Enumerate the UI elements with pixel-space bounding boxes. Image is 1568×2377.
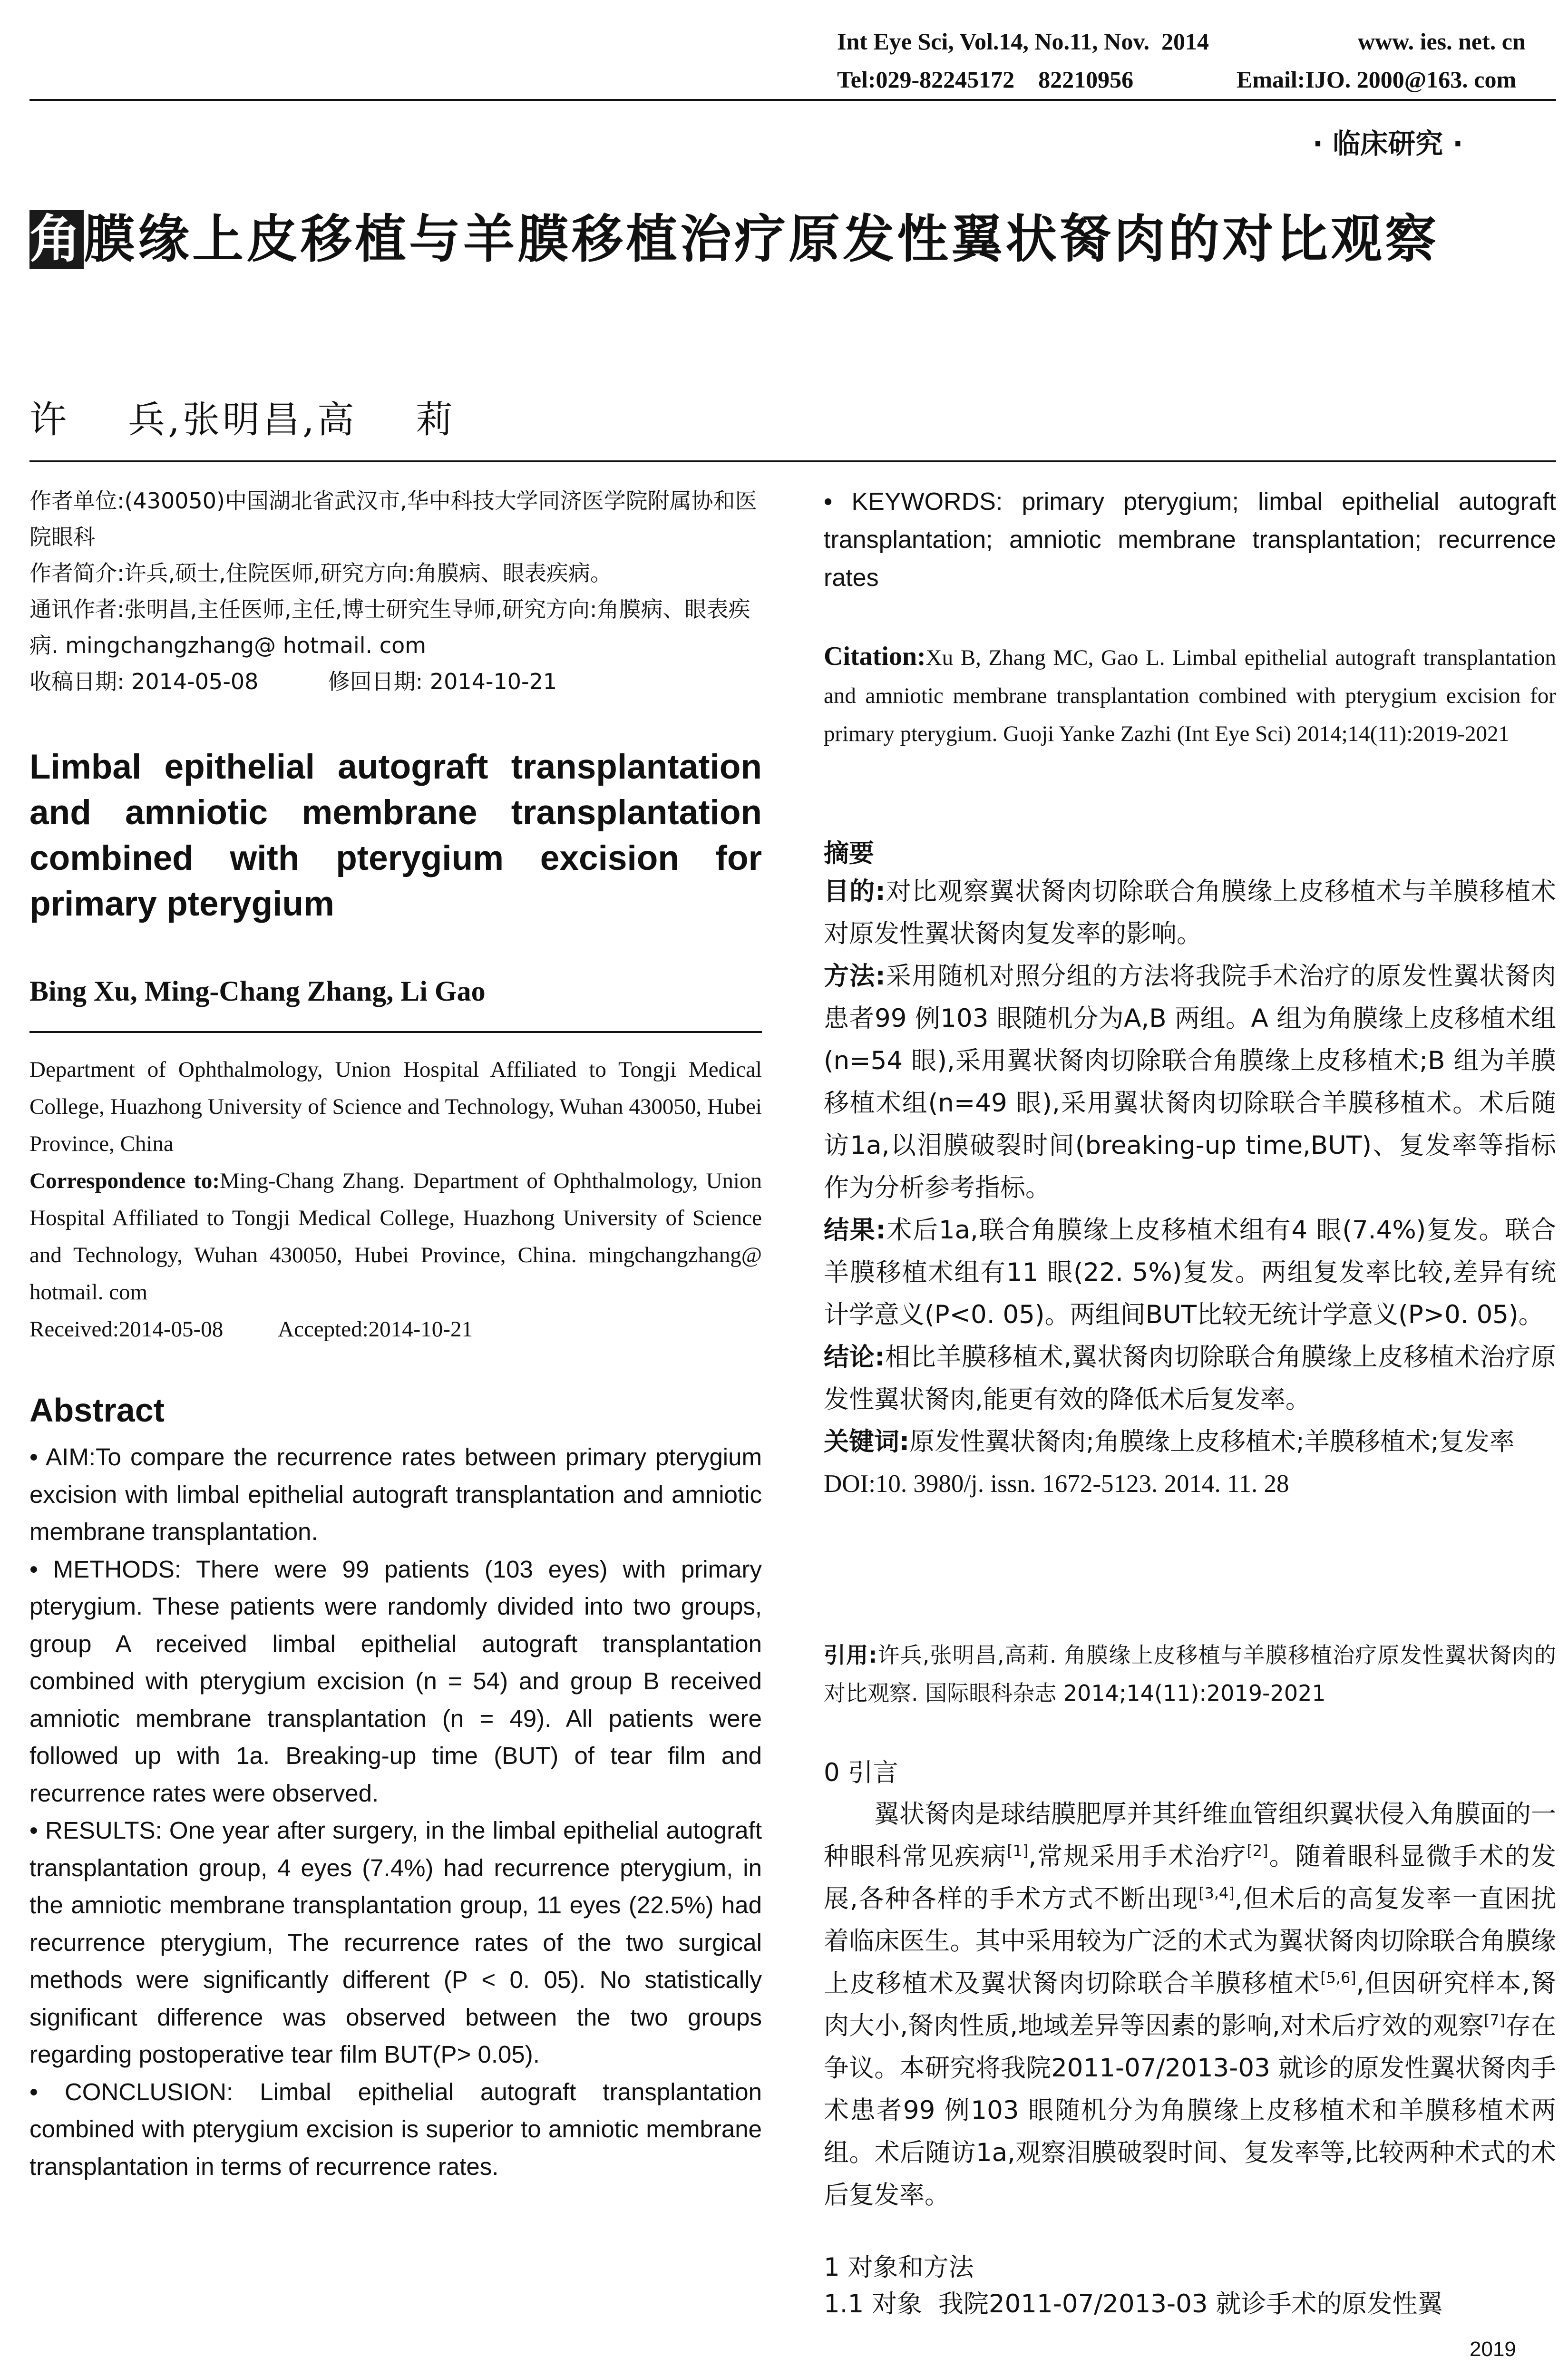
- methods-text-zh: 采用随机对照分组的方法将我院手术治疗的原发性翼状胬肉患者99 例103 眼随机分为A,B 两组。A 组为角膜缘上皮移植术组(n=54 眼),采用翼状胬肉切除联合角膜缘上皮移植术;B 组为羊膜移植术组(n=49 眼),采用翼状胬肉切除联合羊膜移植术。术后随访1a,以泪膜破裂时间(breaking-up time,BUT)、复发率等指标作为分析参考指标。: [824, 962, 1556, 1202]
- title-en: Limbal epithelial autograft transplantation and amniotic membrane transplantation combined with pterygium excision for primary pterygium: [29, 748, 762, 923]
- correspondence: [29, 1162, 762, 1311]
- abstract-results: • RESULTS: One year after surgery, in the limbal epithelial autograft transplantation group, 4 eyes (7.4%) had recurrence pterygium, in the amniotic membrane transplantation group, 11 eyes (22.5%) had recurrence pterygium, The recurrence rates of the two surgical methods were significantly different (P < 0. 05). No statistically significant difference was observed between the two groups regarding postoperative tear film BUT(P> 0.05).: [29, 1817, 762, 2068]
- affiliation-block: [29, 1051, 762, 1348]
- page-number: 2019: [1470, 2338, 1516, 2361]
- authors-en: Bing Xu, Ming-Chang Zhang, Li Gao: [29, 975, 486, 1007]
- abstract-zh-conclusion: [824, 1336, 1556, 1421]
- corresponding-author: 通讯作者:张明昌,主任医师,主任,博士研究生导师,研究方向:角膜病、眼表疾病. mingchangzhang@ hotmail. com: [29, 596, 750, 658]
- dates-zh: [29, 663, 762, 700]
- affiliation-en: Department of Ophthalmology, Union Hospital Affiliated to Tongji Medical College, Huazhong University of Science and Technology, Wuhan 430050, Hubei Province, China: [29, 1057, 762, 1156]
- abstract-zh-keywords: [824, 1421, 1556, 1463]
- author-affiliation: 作者单位:(430050)中国湖北省武汉市,华中科技大学同济医学院附属协和医院眼科: [29, 488, 757, 550]
- title-first-char: 角: [29, 210, 84, 269]
- citation-label: Citation:: [824, 642, 926, 671]
- citation-en: [824, 637, 1556, 753]
- aim-label-zh: 目的:: [824, 877, 886, 906]
- received-date-zh: 收稿日期: 2014-05-08: [29, 669, 259, 694]
- journal-website[interactable]: www. ies. net. cn: [1358, 28, 1526, 55]
- results-text-zh: 术后1a,联合角膜缘上皮移植术组有4 眼(7.4%)复发。联合羊膜移植术组有11 眼(22. 5%)复发。两组复发率比较,差异有统计学意义(P<0. 05)。两组间BUT比较无统计学意义(P>0. 05)。: [824, 1216, 1556, 1329]
- journal-tel: Tel:029-82245172 82210956: [837, 66, 1134, 93]
- section1-heading: 1 对象和方法: [824, 2253, 974, 2282]
- section11: [824, 2283, 1556, 2325]
- methods-label-zh: 方法:: [824, 962, 886, 991]
- correspondence-label: Correspondence to:: [29, 1169, 220, 1193]
- journal-line: Int Eye Sci, Vol.14, No.11, Nov. 2014: [837, 28, 1209, 55]
- citation-text: Xu B, Zhang MC, Gao L. Limbal epithelial autograft transplantation and amniotic membrane transplantation combined with pterygium excision for primary pterygium. Guoji Yanke Zazhi (Int Eye Sci) 2014;14(11):2019-2021: [824, 645, 1556, 746]
- title-rule: [29, 460, 1556, 462]
- author-profile: 作者简介:许兵,硕士,住院医师,研究方向:角膜病、眼表疾病。: [29, 560, 612, 586]
- abstract-zh-heading: 摘要: [824, 839, 874, 868]
- header-rule: [29, 99, 1556, 101]
- abstract-aim: • AIM:To compare the recurrence rates between primary pterygium excision with limbal epithelial autograft transplantation and amniotic membrane transplantation.: [29, 1443, 762, 1545]
- journal-email[interactable]: Email:IJO. 2000@163. com: [1237, 66, 1517, 93]
- dates-en: [29, 1311, 762, 1348]
- author-en-rule: [29, 1031, 762, 1033]
- author-info: [29, 483, 762, 700]
- abstract-zh-methods: [824, 955, 1556, 1209]
- cite-zh-label: 引用:: [824, 1642, 877, 1668]
- ref-5[interactable]: [7]: [1484, 2011, 1506, 2029]
- ref-4[interactable]: [5,6]: [1320, 1969, 1356, 1987]
- intro-heading: 0 引言: [824, 1758, 898, 1787]
- intro-text-3: 。随着眼科显微手术的发展,各种各样的手术方式不断出现: [824, 1842, 1557, 1913]
- authors-zh: 许 兵,张明昌,高 莉: [29, 399, 456, 441]
- ref-2[interactable]: [2]: [1247, 1842, 1268, 1860]
- doi: DOI:10. 3980/j. issn. 1672-5123. 2014. 11. 28: [824, 1470, 1289, 1498]
- received-date-en: Received:2014-05-08: [29, 1317, 224, 1342]
- title-zh: [29, 205, 1556, 275]
- abstract-zh-results: [824, 1209, 1556, 1336]
- intro-text-4: ,但术后的高复发率一直困扰着临床医生。其中采用较为广泛的术式为翼状胬肉切除联合角膜缘上皮移植术及翼状胬肉切除联合羊膜移植术: [824, 1884, 1556, 1998]
- ref-1[interactable]: [1]: [1007, 1842, 1029, 1860]
- intro-text-1: 翼状胬肉是球结膜肥厚并其纤维血管组织翼状侵入角膜面的一种眼科常见疾病: [824, 1800, 1556, 1871]
- citation-zh: [824, 1636, 1556, 1712]
- abstract-heading: Abstract: [29, 1392, 165, 1429]
- keywords-en: • KEYWORDS: primary pterygium; limbal epithelial autograft transplantation; amniotic membrane transplantation; recurrence rates: [824, 488, 1556, 592]
- cite-zh-text: 许兵,张明昌,高莉. 角膜缘上皮移植与羊膜移植治疗原发性翼状胬肉的对比观察. 国际眼科杂志 2014;14(11):2019-2021: [824, 1642, 1556, 1706]
- abstract-zh: [824, 870, 1556, 1505]
- title-rest: 膜缘上皮移植与羊膜移植治疗原发性翼状胬肉的对比观察: [84, 210, 1440, 269]
- correspondence-text: Ming-Chang Zhang. Department of Ophthalmology, Union Hospital Affiliated to Tongji Medical College, Huazhong University of Science and Technology, Wuhan 430050, Hubei Province, China. mingchangzhang@ hotmail. com: [29, 1169, 762, 1305]
- results-label-zh: 结果:: [824, 1216, 886, 1245]
- intro-text-2: ,常规采用手术治疗: [1028, 1842, 1247, 1871]
- conclusion-text-zh: 相比羊膜移植术,翼状胬肉切除联合角膜缘上皮移植术治疗原发性翼状胬肉,能更有效的降低术后复发率。: [824, 1343, 1556, 1414]
- keywords-text-zh: 原发性翼状胬肉;角膜缘上皮移植术;羊膜移植术;复发率: [909, 1427, 1515, 1456]
- abstract-conclusion: • CONCLUSION: Limbal epithelial autograft transplantation combined with pterygium excision is superior to amniotic membrane transplantation in terms of recurrence rates.: [29, 2078, 762, 2180]
- abstract-methods: • METHODS: There were 99 patients (103 eyes) with primary pterygium. These patients were randomly divided into two groups, group A received limbal epithelial autograft transplantation combined with pterygium excision (n = 54) and group B received amniotic membrane transplantation (n = 49). All patients were followed up with 1a. Breaking-up time (BUT) of tear film and recurrence rates were observed.: [29, 1555, 762, 1807]
- section11-label: 1.1 对象: [824, 2289, 923, 2319]
- abstract-zh-aim: [824, 870, 1556, 955]
- ref-3[interactable]: [3,4]: [1198, 1884, 1235, 1902]
- keywords-label-zh: 关键词:: [824, 1427, 910, 1456]
- abstract-en: [29, 1439, 762, 2185]
- accepted-date-en: Accepted:2014-10-21: [278, 1317, 473, 1342]
- section11-text: 我院2011-07/2013-03 就诊手术的原发性翼: [938, 2289, 1443, 2319]
- intro-text-6: 存在争议。本研究将我院2011-07/2013-03 就诊的原发性翼状胬肉手术患者99 例103 眼随机分为角膜缘上皮移植术和羊膜移植术两组。术后随访1a,观察泪膜破裂时间、复发率等,比较两种术式的术后复发率。: [824, 2011, 1557, 2210]
- section-label: · 临床研究 ·: [1313, 127, 1463, 160]
- intro-text-5: ,但因研究样本,胬肉大小,胬肉性质,地域差异等因素的影响,对术后疗效的观察: [824, 1969, 1556, 2040]
- intro-body: [824, 1793, 1556, 2216]
- revised-date-zh: 修回日期: 2014-10-21: [328, 669, 557, 694]
- conclusion-label-zh: 结论:: [824, 1343, 885, 1372]
- aim-text-zh: 对比观察翼状胬肉切除联合角膜缘上皮移植术与羊膜移植术对原发性翼状胬肉复发率的影响。: [824, 877, 1556, 948]
